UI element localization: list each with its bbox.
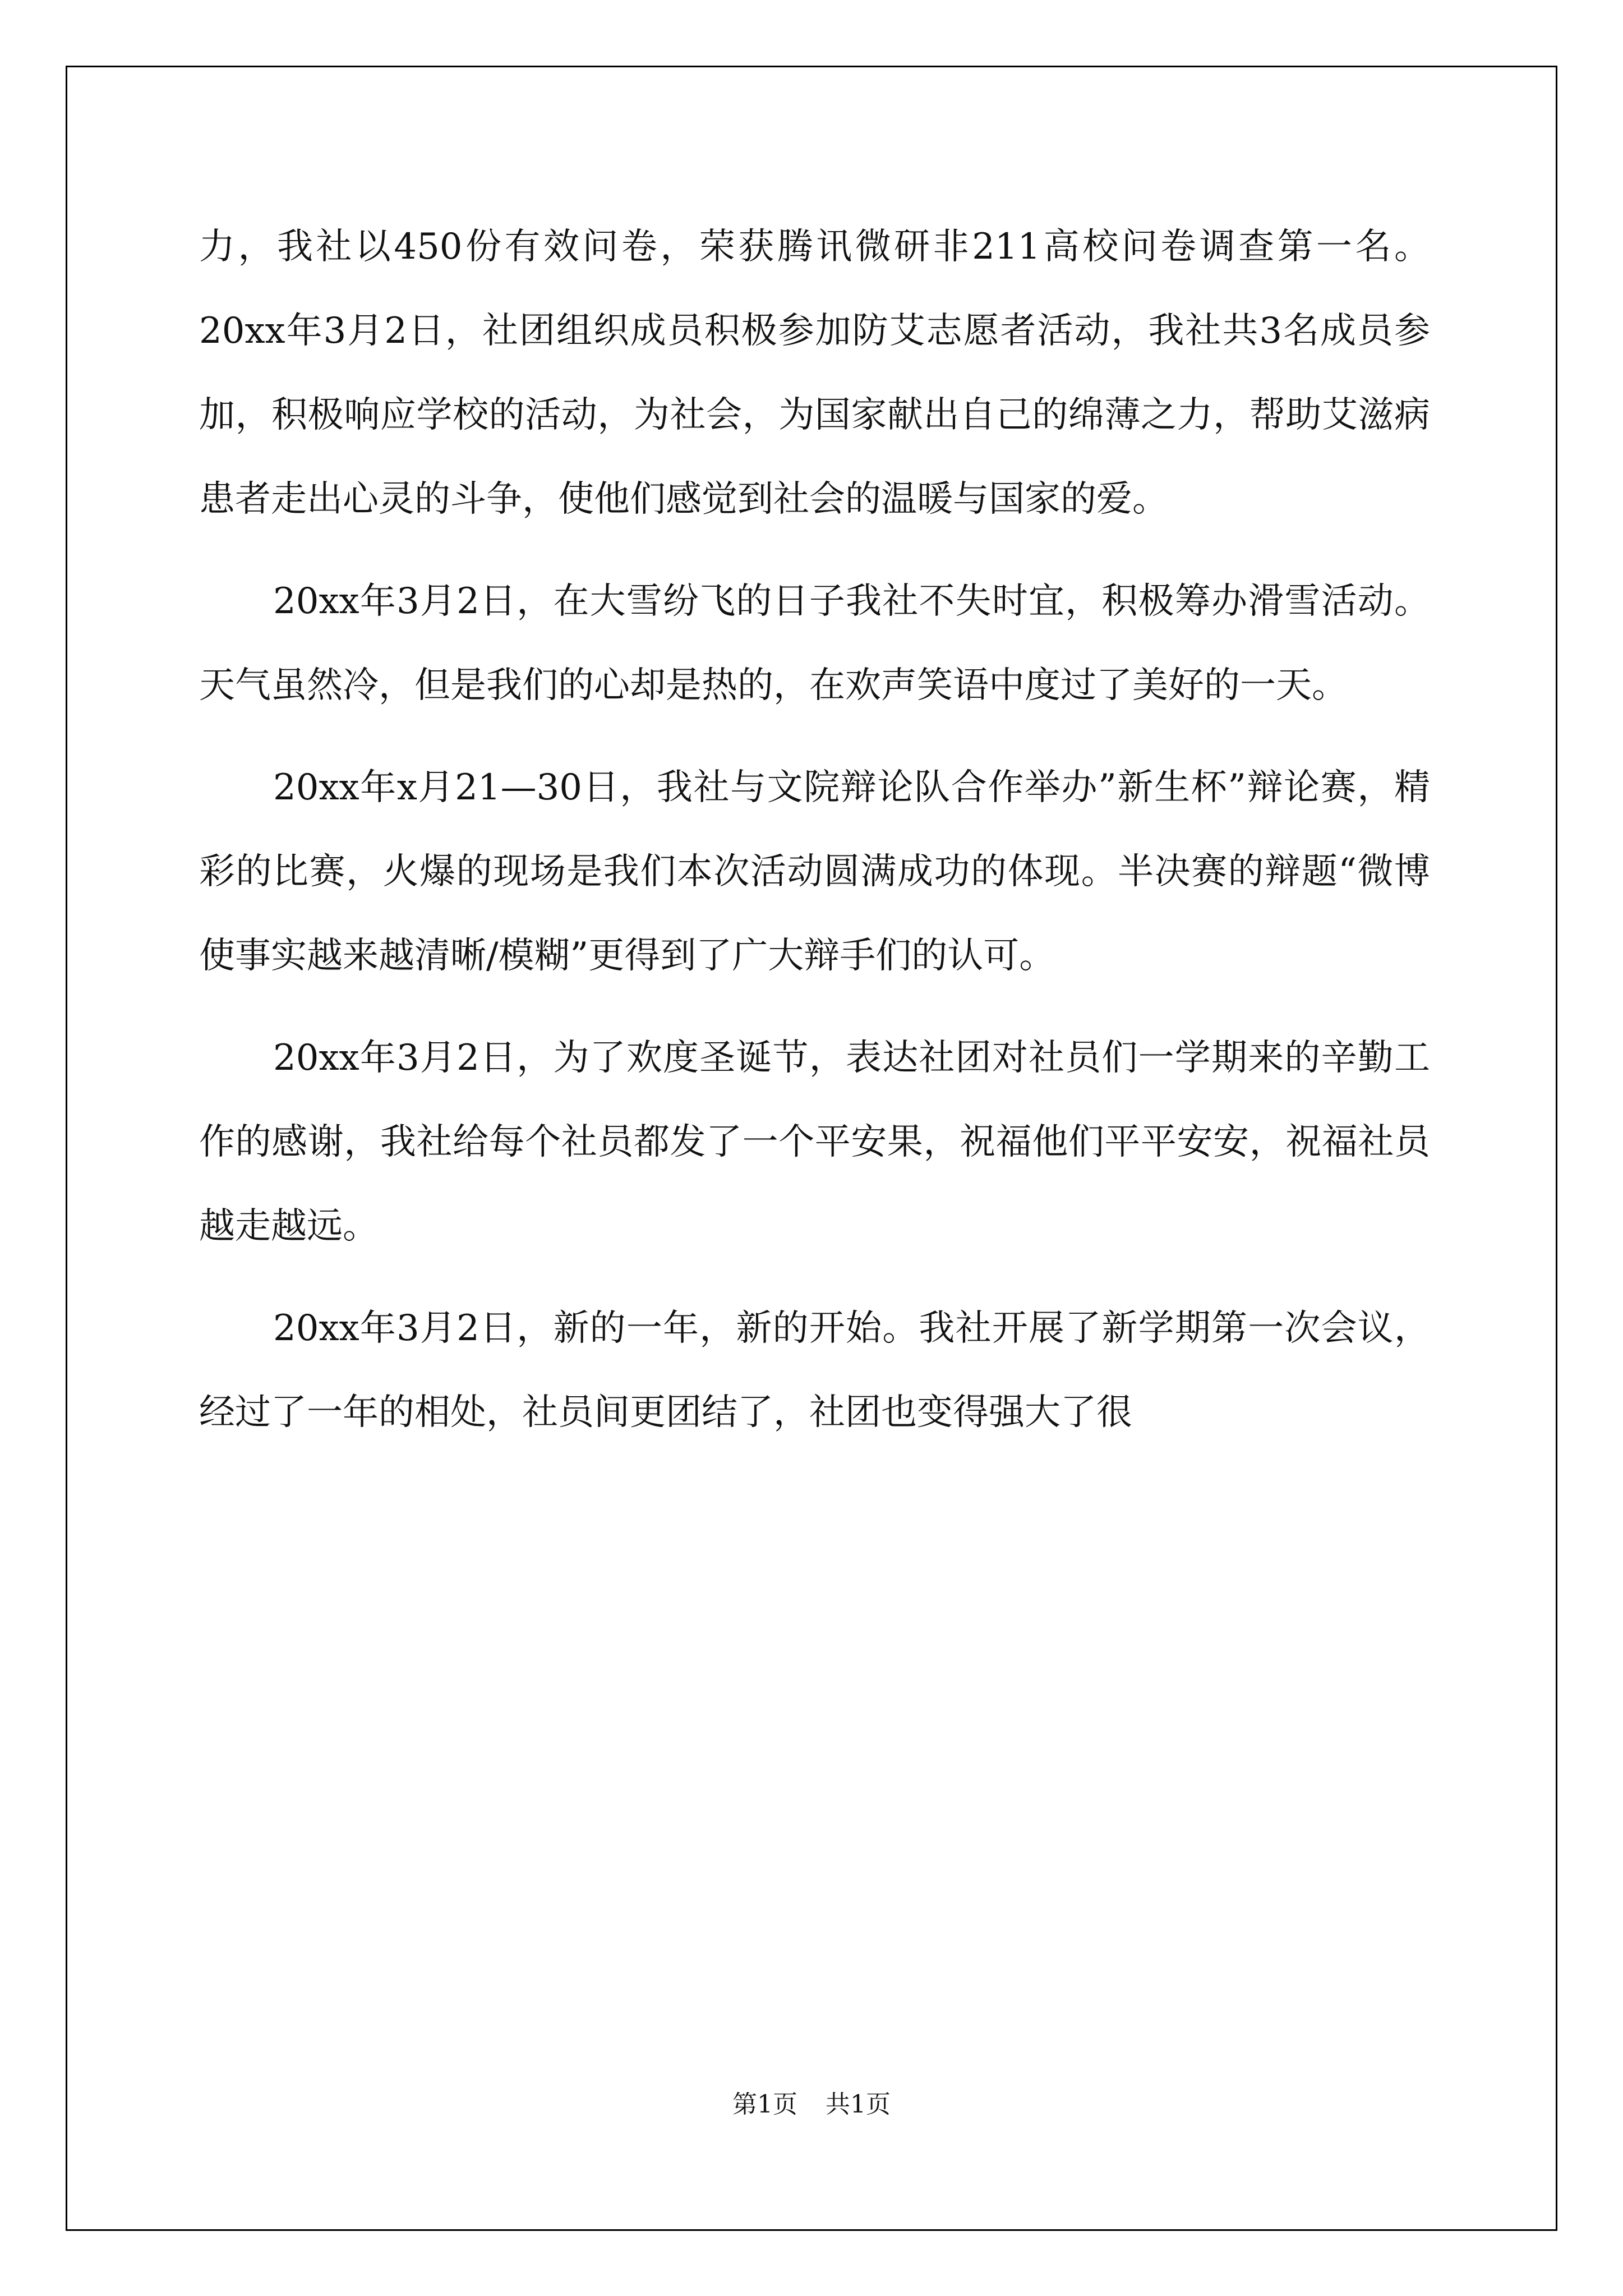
paragraph-4: 20xx年3月2日，为了欢度圣诞节，表达社团对社员们一学期来的辛勤工作的感谢，我社给每个社员都发了一个平安果，祝福他们平平安安，祝福社员越走越远。 bbox=[199, 1037, 1430, 1247]
paragraph-1: 力，我社以450份有效问卷，荣获腾讯微研非211高校问卷调查第一名。 20xx年3月2日，社团组织成员积极参加防艾志愿者活动，我社共3名成员参加，积极响应学校的活动，为社会，为国家献出自己的绵薄之力，帮助艾滋病患者走出心灵的斗争，使他们感觉到社会的温暖与国家的爱。 bbox=[199, 226, 1430, 520]
page-number: 第1页 bbox=[732, 2090, 797, 2119]
document-body bbox=[199, 205, 1430, 1473]
paragraph-2: 20xx年3月2日，在大雪纷飞的日子我社不失时宜，积极筹办滑雪活动。天气虽然冷，但是我们的心却是热的，在欢声笑语中度过了美好的一天。 bbox=[199, 581, 1430, 706]
page-footer bbox=[0, 2084, 1623, 2120]
page-total: 共1页 bbox=[826, 2090, 891, 2119]
paragraph-3: 20xx年x月21—30日，我社与文院辩论队合作举办”新生杯”辩论赛，精彩的比赛，火爆的现场是我们本次活动圆满成功的体现。半决赛的辩题“微博使事实越来越清晰/模糊”更得到了广大辩手们的认可。 bbox=[199, 767, 1430, 977]
paragraph-5: 20xx年3月2日，新的一年，新的开始。我社开展了新学期第一次会议，经过了一年的相处，社员间更团结了，社团也变得强大了很 bbox=[199, 1308, 1430, 1433]
